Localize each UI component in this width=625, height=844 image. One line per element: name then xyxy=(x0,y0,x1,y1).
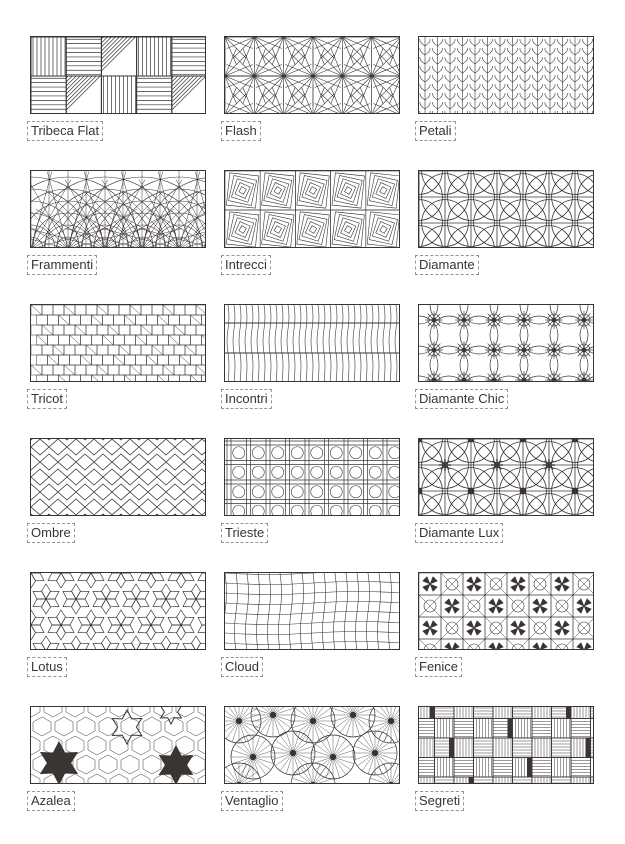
pattern-tile[interactable] xyxy=(415,170,593,280)
pattern-swatch[interactable] xyxy=(30,438,206,516)
pattern-tile[interactable] xyxy=(221,304,399,414)
pattern-tile[interactable] xyxy=(27,572,205,682)
pattern-tile[interactable] xyxy=(27,438,205,548)
pattern-drawing xyxy=(225,305,400,382)
pattern-tile[interactable] xyxy=(221,438,399,548)
pattern-swatch[interactable] xyxy=(224,706,400,784)
pattern-label[interactable]: Lotus xyxy=(27,657,67,677)
pattern-drawing xyxy=(31,439,206,516)
pattern-swatch[interactable] xyxy=(224,572,400,650)
pattern-drawing xyxy=(31,305,206,382)
pattern-swatch[interactable] xyxy=(418,572,594,650)
pattern-tile[interactable] xyxy=(27,36,205,146)
pattern-swatch[interactable] xyxy=(224,438,400,516)
pattern-label[interactable]: Incontri xyxy=(221,389,272,409)
pattern-tile[interactable] xyxy=(27,706,205,816)
pattern-swatch[interactable] xyxy=(418,170,594,248)
pattern-label[interactable]: Trieste xyxy=(221,523,268,543)
pattern-label[interactable]: Ventaglio xyxy=(221,791,283,811)
pattern-drawing xyxy=(419,439,594,516)
pattern-swatch[interactable] xyxy=(418,706,594,784)
pattern-label[interactable]: Diamante xyxy=(415,255,479,275)
pattern-drawing xyxy=(31,171,206,248)
pattern-drawing xyxy=(419,171,594,248)
pattern-label[interactable]: Diamante Lux xyxy=(415,523,503,543)
pattern-label[interactable]: Frammenti xyxy=(27,255,97,275)
pattern-swatch[interactable] xyxy=(224,170,400,248)
pattern-label[interactable]: Ombre xyxy=(27,523,75,543)
pattern-drawing xyxy=(225,707,400,784)
pattern-drawing xyxy=(419,37,594,114)
pattern-label[interactable]: Segreti xyxy=(415,791,464,811)
pattern-label[interactable]: Tribeca Flat xyxy=(27,121,103,141)
pattern-drawing xyxy=(31,37,206,114)
pattern-drawing xyxy=(225,573,400,650)
pattern-tile[interactable] xyxy=(415,706,593,816)
pattern-label[interactable]: Tricot xyxy=(27,389,67,409)
pattern-tile[interactable] xyxy=(221,170,399,280)
pattern-swatch[interactable] xyxy=(30,170,206,248)
pattern-label[interactable]: Fenice xyxy=(415,657,462,677)
pattern-drawing xyxy=(419,573,594,650)
pattern-drawing xyxy=(31,573,206,650)
pattern-swatch[interactable] xyxy=(224,36,400,114)
pattern-swatch[interactable] xyxy=(224,304,400,382)
pattern-tile[interactable] xyxy=(27,170,205,280)
pattern-tile[interactable] xyxy=(221,36,399,146)
pattern-drawing xyxy=(225,439,400,516)
pattern-tile[interactable] xyxy=(415,572,593,682)
pattern-drawing xyxy=(225,37,400,114)
pattern-tile[interactable] xyxy=(27,304,205,414)
pattern-drawing xyxy=(419,707,594,784)
pattern-swatch[interactable] xyxy=(30,304,206,382)
pattern-tile[interactable] xyxy=(415,36,593,146)
pattern-label[interactable]: Petali xyxy=(415,121,456,141)
pattern-swatch[interactable] xyxy=(30,572,206,650)
pattern-label[interactable]: Azalea xyxy=(27,791,75,811)
pattern-tile[interactable] xyxy=(415,304,593,414)
pattern-swatch[interactable] xyxy=(418,304,594,382)
pattern-swatch[interactable] xyxy=(418,438,594,516)
pattern-label[interactable]: Diamante Chic xyxy=(415,389,508,409)
pattern-drawing xyxy=(419,305,594,382)
pattern-tile[interactable] xyxy=(415,438,593,548)
pattern-label[interactable]: Flash xyxy=(221,121,261,141)
pattern-tile[interactable] xyxy=(221,572,399,682)
pattern-swatch[interactable] xyxy=(30,706,206,784)
pattern-label[interactable]: Cloud xyxy=(221,657,263,677)
pattern-label[interactable]: Intrecci xyxy=(221,255,271,275)
pattern-swatch[interactable] xyxy=(418,36,594,114)
pattern-drawing xyxy=(31,707,206,784)
pattern-swatch[interactable] xyxy=(30,36,206,114)
pattern-tile[interactable] xyxy=(221,706,399,816)
pattern-drawing xyxy=(225,171,400,248)
